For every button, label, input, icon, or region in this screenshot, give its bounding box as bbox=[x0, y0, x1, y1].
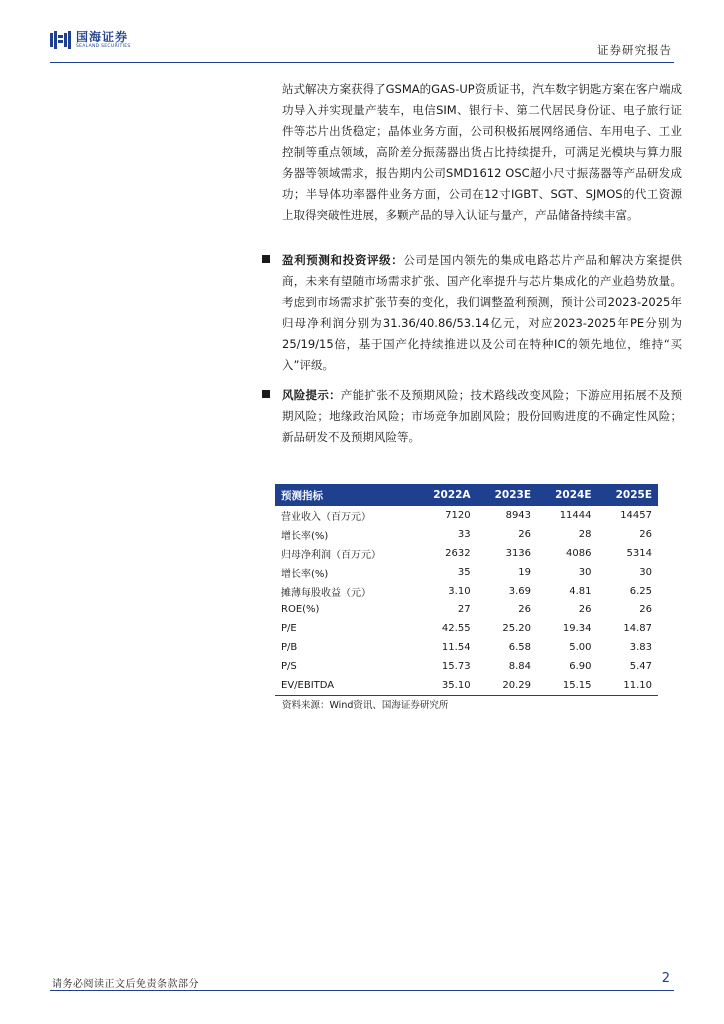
value-cell: 4086 bbox=[566, 547, 592, 559]
value-cell: 26 bbox=[578, 604, 592, 616]
value-cell: 26 bbox=[639, 604, 652, 616]
rating-text: 公司是国内领先的集成电路芯片产品和解决方案提供商，未来有望随市场需求扩张、国产化率提升与芯片集成化的产业趋势放量。考虑到市场需求扩张节奏的变化，我们调整盈利预测，预计公司2023-2025年归母净利润分别为31.36/40.86/53.14亿元，对应2023-2025年PE分别为25/19/15倍，基于国产化持续推进以及公司在特种IC的领先地位，维持“买入”评级。 bbox=[282, 253, 682, 372]
table-row bbox=[275, 638, 658, 657]
table-header-cell: 2024E bbox=[537, 484, 597, 506]
value-cell: 20.29 bbox=[477, 676, 537, 695]
value-cell: 5.47 bbox=[629, 661, 652, 673]
value-cell: 19 bbox=[518, 566, 532, 578]
risk-title: 风险提示： bbox=[282, 388, 341, 402]
table-row bbox=[275, 657, 658, 676]
value-cell: 3136 bbox=[505, 547, 532, 559]
business-paragraph bbox=[282, 79, 682, 226]
rating-paragraph bbox=[282, 250, 682, 376]
row-label-cell: 归母净利润（百万元） bbox=[281, 549, 381, 561]
business-text: 站式解决方案获得了GSMA的GAS-UP资质证书，汽车数字钥匙方案在客户端成功导入并实现量产装车，电信SIM、银行卡、第二代居民身份证、电子旅行证件等芯片出货稳定；晶体业务方面，公司积极拓展网络通信、车用电子、工业控制等重点领域，高阶差分振荡器出货占比持续提升，可满足光模块与算力服务器等领域需求，报告期内公司SMD1612 OSC超小尺寸振荡器等产品研发成功；半导体功率器件业务方面，公司在12寸IGBT、SGT、SJMOS的代工资源上取得突破性进展，多颗产品的导入认证与量产，产品储备持续丰富。 bbox=[282, 82, 682, 222]
logo-chinese-name: 国海证券 bbox=[76, 30, 129, 44]
value-cell: 8943 bbox=[505, 509, 532, 521]
row-label-cell: P/E bbox=[281, 623, 297, 635]
table-header-cell: 预测指标 bbox=[275, 484, 415, 506]
value-cell: 14.87 bbox=[623, 623, 652, 635]
value-cell: 5.00 bbox=[569, 642, 592, 654]
value-cell: 14457 bbox=[620, 509, 652, 521]
row-label-cell: 摊薄每股收益（元） bbox=[281, 587, 371, 599]
value-cell: 7120 bbox=[445, 509, 471, 521]
value-cell: 4.81 bbox=[569, 585, 592, 597]
value-cell: 11444 bbox=[559, 509, 592, 521]
value-cell: 11.54 bbox=[441, 642, 471, 654]
row-label-cell: 增长率(%) bbox=[281, 568, 329, 580]
table-row bbox=[275, 582, 658, 601]
value-cell: 3.69 bbox=[508, 585, 532, 597]
table-row bbox=[275, 525, 658, 544]
value-cell: 33 bbox=[457, 528, 471, 540]
value-cell: 30 bbox=[639, 566, 652, 578]
table-header-row bbox=[275, 484, 658, 506]
value-cell: 3.83 bbox=[629, 642, 652, 654]
risk-bullet bbox=[282, 385, 682, 448]
value-cell: 25.20 bbox=[502, 623, 532, 635]
rating-title: 盈利预测和投资评级： bbox=[282, 253, 404, 267]
risk-text: 产能扩张不及预期风险；技术路线改变风险；下游应用拓展不及预期风险；地缘政治风险；市场竞争加剧风险；股份回购进度的不确定性风险；新品研发不及预期风险等。 bbox=[282, 388, 683, 444]
table-header-cell: 2025E bbox=[598, 484, 659, 506]
value-cell: 6.58 bbox=[508, 642, 532, 654]
row-label-cell: 增长率(%) bbox=[281, 530, 329, 542]
table-header-cell: 2023E bbox=[477, 484, 537, 506]
table-row bbox=[275, 676, 658, 695]
page-number: 2 bbox=[661, 971, 670, 986]
value-cell: 42.55 bbox=[441, 623, 471, 635]
rating-bullet bbox=[282, 250, 682, 376]
table-row bbox=[275, 600, 658, 619]
value-cell: 30 bbox=[578, 566, 592, 578]
table-row bbox=[275, 563, 658, 582]
footer-divider bbox=[50, 990, 674, 991]
table-source-note: 资料来源：Wind资讯、国海证券研究所 bbox=[282, 700, 449, 711]
value-cell: 2632 bbox=[445, 547, 471, 559]
value-cell: 6.90 bbox=[569, 661, 592, 673]
value-cell: 15.73 bbox=[441, 661, 471, 673]
company-logo bbox=[50, 31, 131, 50]
value-cell: 26 bbox=[639, 528, 652, 540]
forecast-table bbox=[275, 484, 658, 696]
value-cell: 26 bbox=[518, 528, 532, 540]
sealand-logo-icon bbox=[50, 31, 72, 49]
row-label-cell: P/S bbox=[281, 661, 297, 673]
table-row bbox=[275, 544, 658, 563]
bullet-square-icon bbox=[262, 255, 270, 263]
table-row bbox=[275, 619, 658, 638]
value-cell: 26 bbox=[518, 604, 532, 616]
logo-english-name: SEALAND SECURITIES bbox=[76, 44, 131, 49]
row-label-cell: EV/EBITDA bbox=[275, 676, 415, 695]
footer-disclaimer: 请务必阅读正文后免责条款部分 bbox=[52, 979, 199, 990]
bullet-square-icon bbox=[262, 390, 270, 398]
value-cell: 28 bbox=[578, 528, 592, 540]
value-cell: 5314 bbox=[626, 547, 652, 559]
value-cell: 6.25 bbox=[629, 585, 652, 597]
value-cell: 3.10 bbox=[448, 585, 471, 597]
table-header-cell: 2022A bbox=[415, 484, 477, 506]
value-cell: 11.10 bbox=[598, 676, 659, 695]
value-cell: 19.34 bbox=[562, 623, 592, 635]
value-cell: 35 bbox=[457, 566, 471, 578]
row-label-cell: P/B bbox=[281, 642, 298, 654]
value-cell: 27 bbox=[457, 604, 471, 616]
value-cell: 15.15 bbox=[537, 676, 597, 695]
row-label-cell: ROE(%) bbox=[281, 604, 320, 616]
row-label-cell: 营业收入（百万元） bbox=[281, 511, 371, 523]
value-cell: 8.84 bbox=[508, 661, 532, 673]
report-type-label: 证券研究报告 bbox=[597, 43, 672, 57]
risk-paragraph bbox=[282, 385, 682, 448]
table-body bbox=[275, 506, 658, 695]
table-row bbox=[275, 506, 658, 525]
header-divider bbox=[50, 62, 674, 63]
value-cell: 35.10 bbox=[415, 676, 477, 695]
